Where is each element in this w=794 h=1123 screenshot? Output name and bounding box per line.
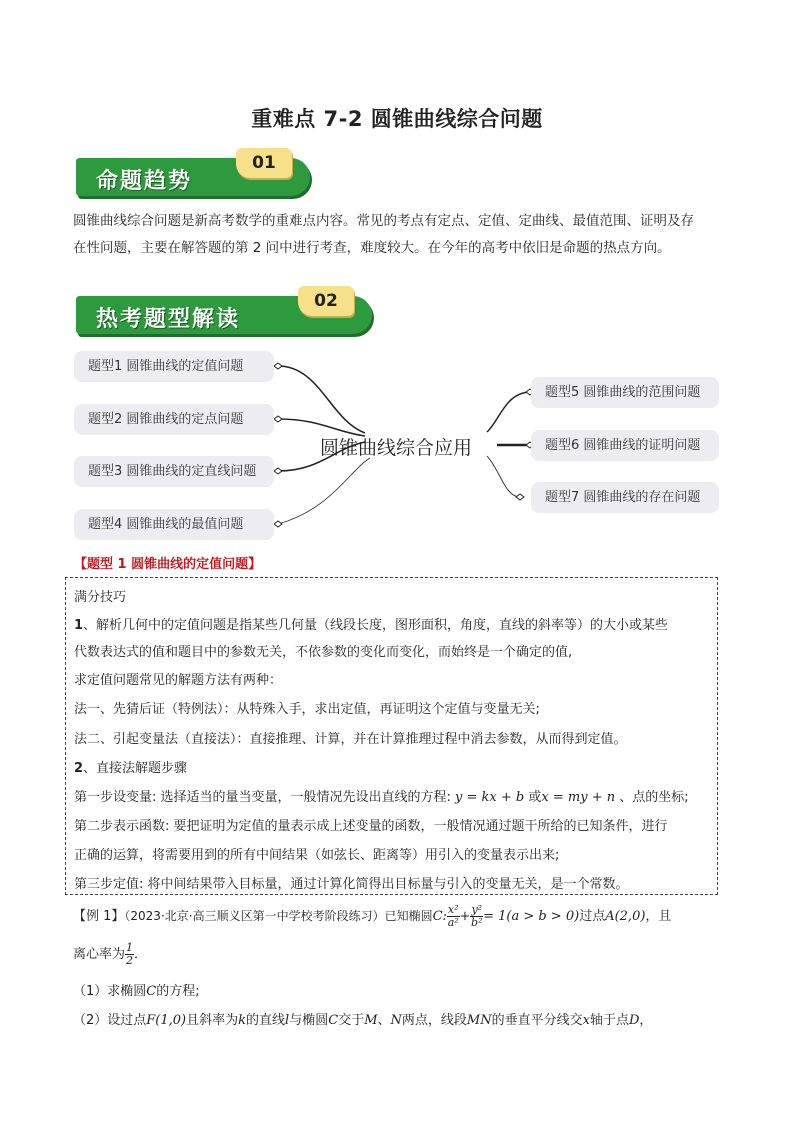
text: 的垂直平分线交 (491, 1013, 583, 1028)
intro-line: 在性问题，主要在解答题的第 2 问中进行考查，难度较大。在今年的高考中依旧是命题的热点方向。 (73, 240, 671, 256)
tips-line: 代数表达式的值和题目中的参数无关，不依参数的变化而变化，而始终是一个确定的值, (74, 645, 573, 660)
denominator: b² (471, 916, 483, 929)
tips-text: 、解析几何中的定值问题是指某些几何量（线段长度，图形面积，角度，直线的斜率等）的大小或某些 (83, 618, 669, 633)
mindmap-center: 圆锥曲线综合应用 (320, 437, 473, 459)
tips-line: 法二、引起变量法（直接法）：直接推理、计算，并在计算推理过程中消去参数，从而得到定值。 (74, 732, 627, 747)
mindmap-node-type5: 题型5 圆锥曲线的范围问题 (531, 377, 719, 408)
example-line-1 (73, 904, 671, 929)
formula: k (238, 1013, 247, 1028)
formula: C (432, 909, 443, 924)
example-source: （2023·北京·高三顺义区第一中学校考阶段练习）已知椭圆 (124, 909, 433, 923)
tips-line: 正确的运算，将需要用到的所有中间结果（如弦长、距离等）用引入的变量表示出来; (74, 848, 560, 863)
denominator: a² (447, 916, 459, 929)
tips-line (74, 786, 689, 805)
formula: : (442, 909, 447, 924)
text: ． (134, 947, 148, 962)
denominator: 2 (126, 954, 134, 967)
mindmap-node-type7: 题型7 圆锥曲线的存在问题 (531, 482, 719, 513)
text: ，且 (645, 909, 672, 924)
mindmap-node-type6: 题型6 圆锥曲线的证明问题 (531, 430, 719, 461)
tips-text: 、点的坐标; (619, 790, 689, 805)
formula: x (582, 1013, 590, 1028)
text: 交于 (338, 1013, 365, 1028)
formula: N (390, 1013, 402, 1028)
tips-line: 求定值问题常见的解题方法有两种： (74, 673, 283, 688)
formula: F(1,0) (146, 1013, 187, 1028)
tips-line: 法一、先猜后证（特例法）：从特殊入手，求出定值，再证明这个定值与变量无关; (74, 702, 540, 717)
formula: x = my + n (541, 790, 616, 805)
tips-text: 第一步设变量: 选择适当的量当变量，一般情况先设出直线的方程: (74, 790, 451, 805)
formula: C (146, 984, 157, 999)
tips-line: 第二步表示函数: 要把证明为定值的量表示成上述变量的函数，一般情况通过题干所给的已知条件，进行 (74, 819, 668, 834)
tips-box (65, 577, 718, 895)
text: （1）求椭圆 (73, 984, 147, 999)
text: 的方程; (156, 984, 200, 999)
mindmap-node-type3: 题型3 圆锥曲线的定直线问题 (74, 456, 274, 487)
numerator: x² (447, 903, 459, 916)
tips-text: 或 (528, 790, 542, 805)
example-label: 【例 1】 (73, 909, 125, 924)
mindmap-node-type2: 题型2 圆锥曲线的定点问题 (74, 404, 274, 435)
question-1 (73, 980, 200, 999)
tips-line: 第三步定值: 将中间结果带入目标量，通过计算化简得出目标量与引入的变量无关，是一个常数。 (74, 877, 629, 892)
formula: = 1 (483, 909, 507, 924)
text: 且斜率为 (186, 1013, 239, 1028)
tips-title: 满分技巧 (74, 590, 127, 605)
mindmap-node-type4: 题型4 圆锥曲线的最值问题 (74, 509, 274, 540)
tips-text: 、直接法解题步骤 (83, 761, 188, 776)
tips-line (74, 614, 668, 633)
text: ， (639, 1013, 653, 1028)
question-2 (73, 1009, 652, 1028)
mindmap-node-type1: 题型1 圆锥曲线的定值问题 (74, 351, 274, 382)
section-number: 02 (298, 286, 354, 316)
section-number: 01 (236, 148, 292, 178)
fraction (470, 904, 483, 929)
formula: M (364, 1013, 378, 1028)
numerator: y² (471, 903, 483, 916)
text: （2）设过点 (73, 1013, 147, 1028)
example-line-2 (73, 942, 147, 967)
step-number: 2 (74, 761, 84, 776)
intro-line: 圆锥曲线综合问题是新高考数学的重难点内容。常见的考点有定点、定值、定曲线、最值范围、证明及存 (73, 213, 694, 229)
text: 离心率为 (73, 947, 126, 962)
formula: l (285, 1013, 290, 1028)
step-number: 1 (74, 618, 84, 633)
tips-line (74, 757, 187, 776)
text: 两点，线段 (401, 1013, 467, 1028)
text: 过点 (579, 909, 606, 924)
formula: D (628, 1013, 640, 1028)
text: 轴于点 (589, 1013, 629, 1028)
section-label: 命题趋势 (96, 169, 193, 194)
page-title: 重难点 7-2 圆锥曲线综合问题 (251, 107, 543, 131)
text: 、 (377, 1013, 391, 1028)
fraction (447, 904, 460, 929)
text: 的直线 (246, 1013, 286, 1028)
numerator: 1 (126, 941, 134, 954)
formula: (a > b > 0) (506, 909, 580, 924)
formula: A(2,0) (605, 909, 646, 924)
fraction (125, 942, 134, 967)
formula: + (459, 909, 471, 924)
section-label: 热考题型解读 (96, 307, 241, 332)
formula: MN (466, 1013, 492, 1028)
type1-heading: 【题型 1 圆锥曲线的定值问题】 (74, 557, 262, 572)
formula: C (328, 1013, 339, 1028)
formula: y = kx + b (455, 790, 525, 805)
text: 与椭圆 (289, 1013, 329, 1028)
